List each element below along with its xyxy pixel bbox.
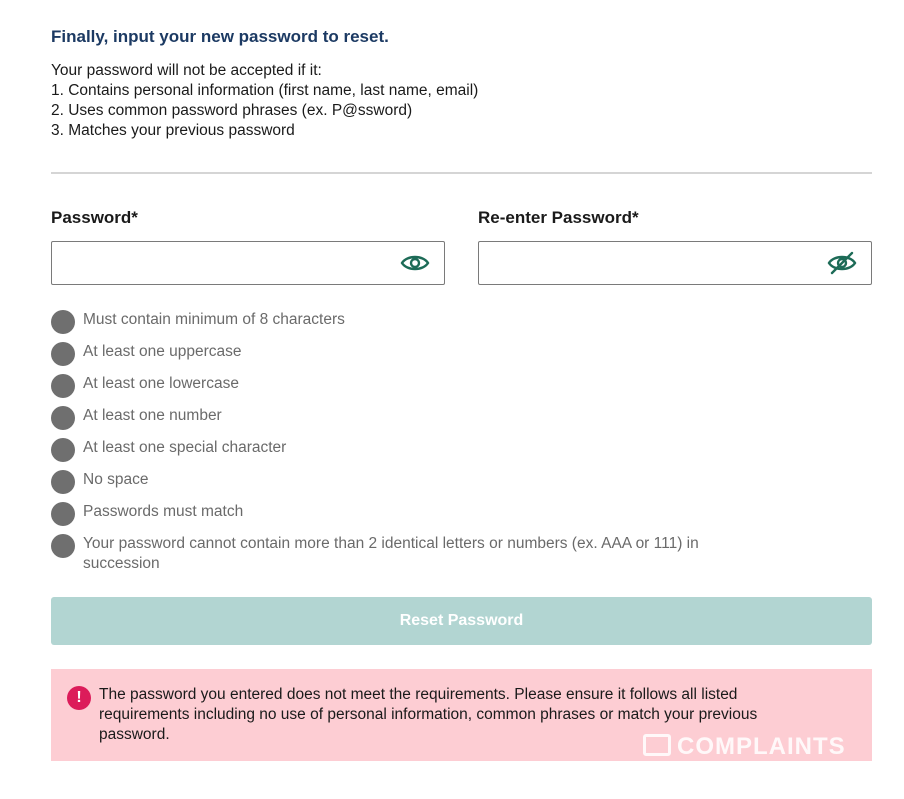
status-dot-icon — [51, 534, 75, 558]
rule-common-phrases: 2. Uses common password phrases (ex. P@ssword) — [51, 102, 413, 119]
watermark — [643, 733, 846, 761]
eye-slash-icon[interactable] — [827, 251, 857, 275]
requirement-item — [51, 500, 751, 532]
password-label: Password* — [51, 208, 138, 227]
requirement-text: Passwords must match — [83, 503, 244, 520]
watermark-text: COMPLAINTS — [677, 733, 846, 760]
rule-personal-info: 1. Contains personal information (first name, last name, email) — [51, 82, 479, 99]
eye-icon[interactable] — [400, 251, 430, 275]
requirement-item — [51, 436, 751, 468]
password-field — [51, 241, 445, 285]
requirement-item — [51, 532, 751, 578]
password-input[interactable] — [52, 242, 392, 284]
requirement-item — [51, 340, 751, 372]
requirement-item — [51, 404, 751, 436]
status-dot-icon — [51, 502, 75, 526]
requirement-text: At least one lowercase — [83, 375, 239, 392]
reenter-password-field — [478, 241, 872, 285]
section-divider — [51, 172, 872, 174]
requirement-text: At least one special character — [83, 439, 287, 456]
status-dot-icon — [51, 470, 75, 494]
reset-password-button[interactable]: Reset Password — [51, 597, 872, 645]
rule-previous-password: 3. Matches your previous password — [51, 122, 295, 139]
reenter-password-input[interactable] — [479, 242, 819, 284]
status-dot-icon — [51, 406, 75, 430]
status-dot-icon — [51, 310, 75, 334]
requirement-text: At least one uppercase — [83, 343, 242, 360]
watermark-logo-icon — [643, 734, 671, 756]
requirement-item — [51, 468, 751, 500]
alert-icon: ! — [67, 686, 91, 710]
requirement-item — [51, 308, 751, 340]
requirement-text: No space — [83, 471, 149, 488]
password-requirements-list — [51, 308, 751, 578]
requirement-item — [51, 372, 751, 404]
error-message: The password you entered does not meet the requirements. Please ensure it follows all listed requirements including no use of personal information, common phrases or match your previous password. — [99, 686, 758, 743]
requirement-text: At least one number — [83, 407, 222, 424]
status-dot-icon — [51, 374, 75, 398]
page-heading: Finally, input your new password to reset. — [51, 27, 389, 46]
rules-intro-line: Your password will not be accepted if it: — [51, 62, 322, 79]
requirement-text: Your password cannot contain more than 2 identical letters or numbers (ex. AAA or 111) in succession — [83, 535, 699, 572]
requirement-text: Must contain minimum of 8 characters — [83, 311, 345, 328]
reenter-password-label: Re-enter Password* — [478, 208, 639, 227]
password-rules-intro — [51, 61, 478, 141]
status-dot-icon — [51, 438, 75, 462]
status-dot-icon — [51, 342, 75, 366]
